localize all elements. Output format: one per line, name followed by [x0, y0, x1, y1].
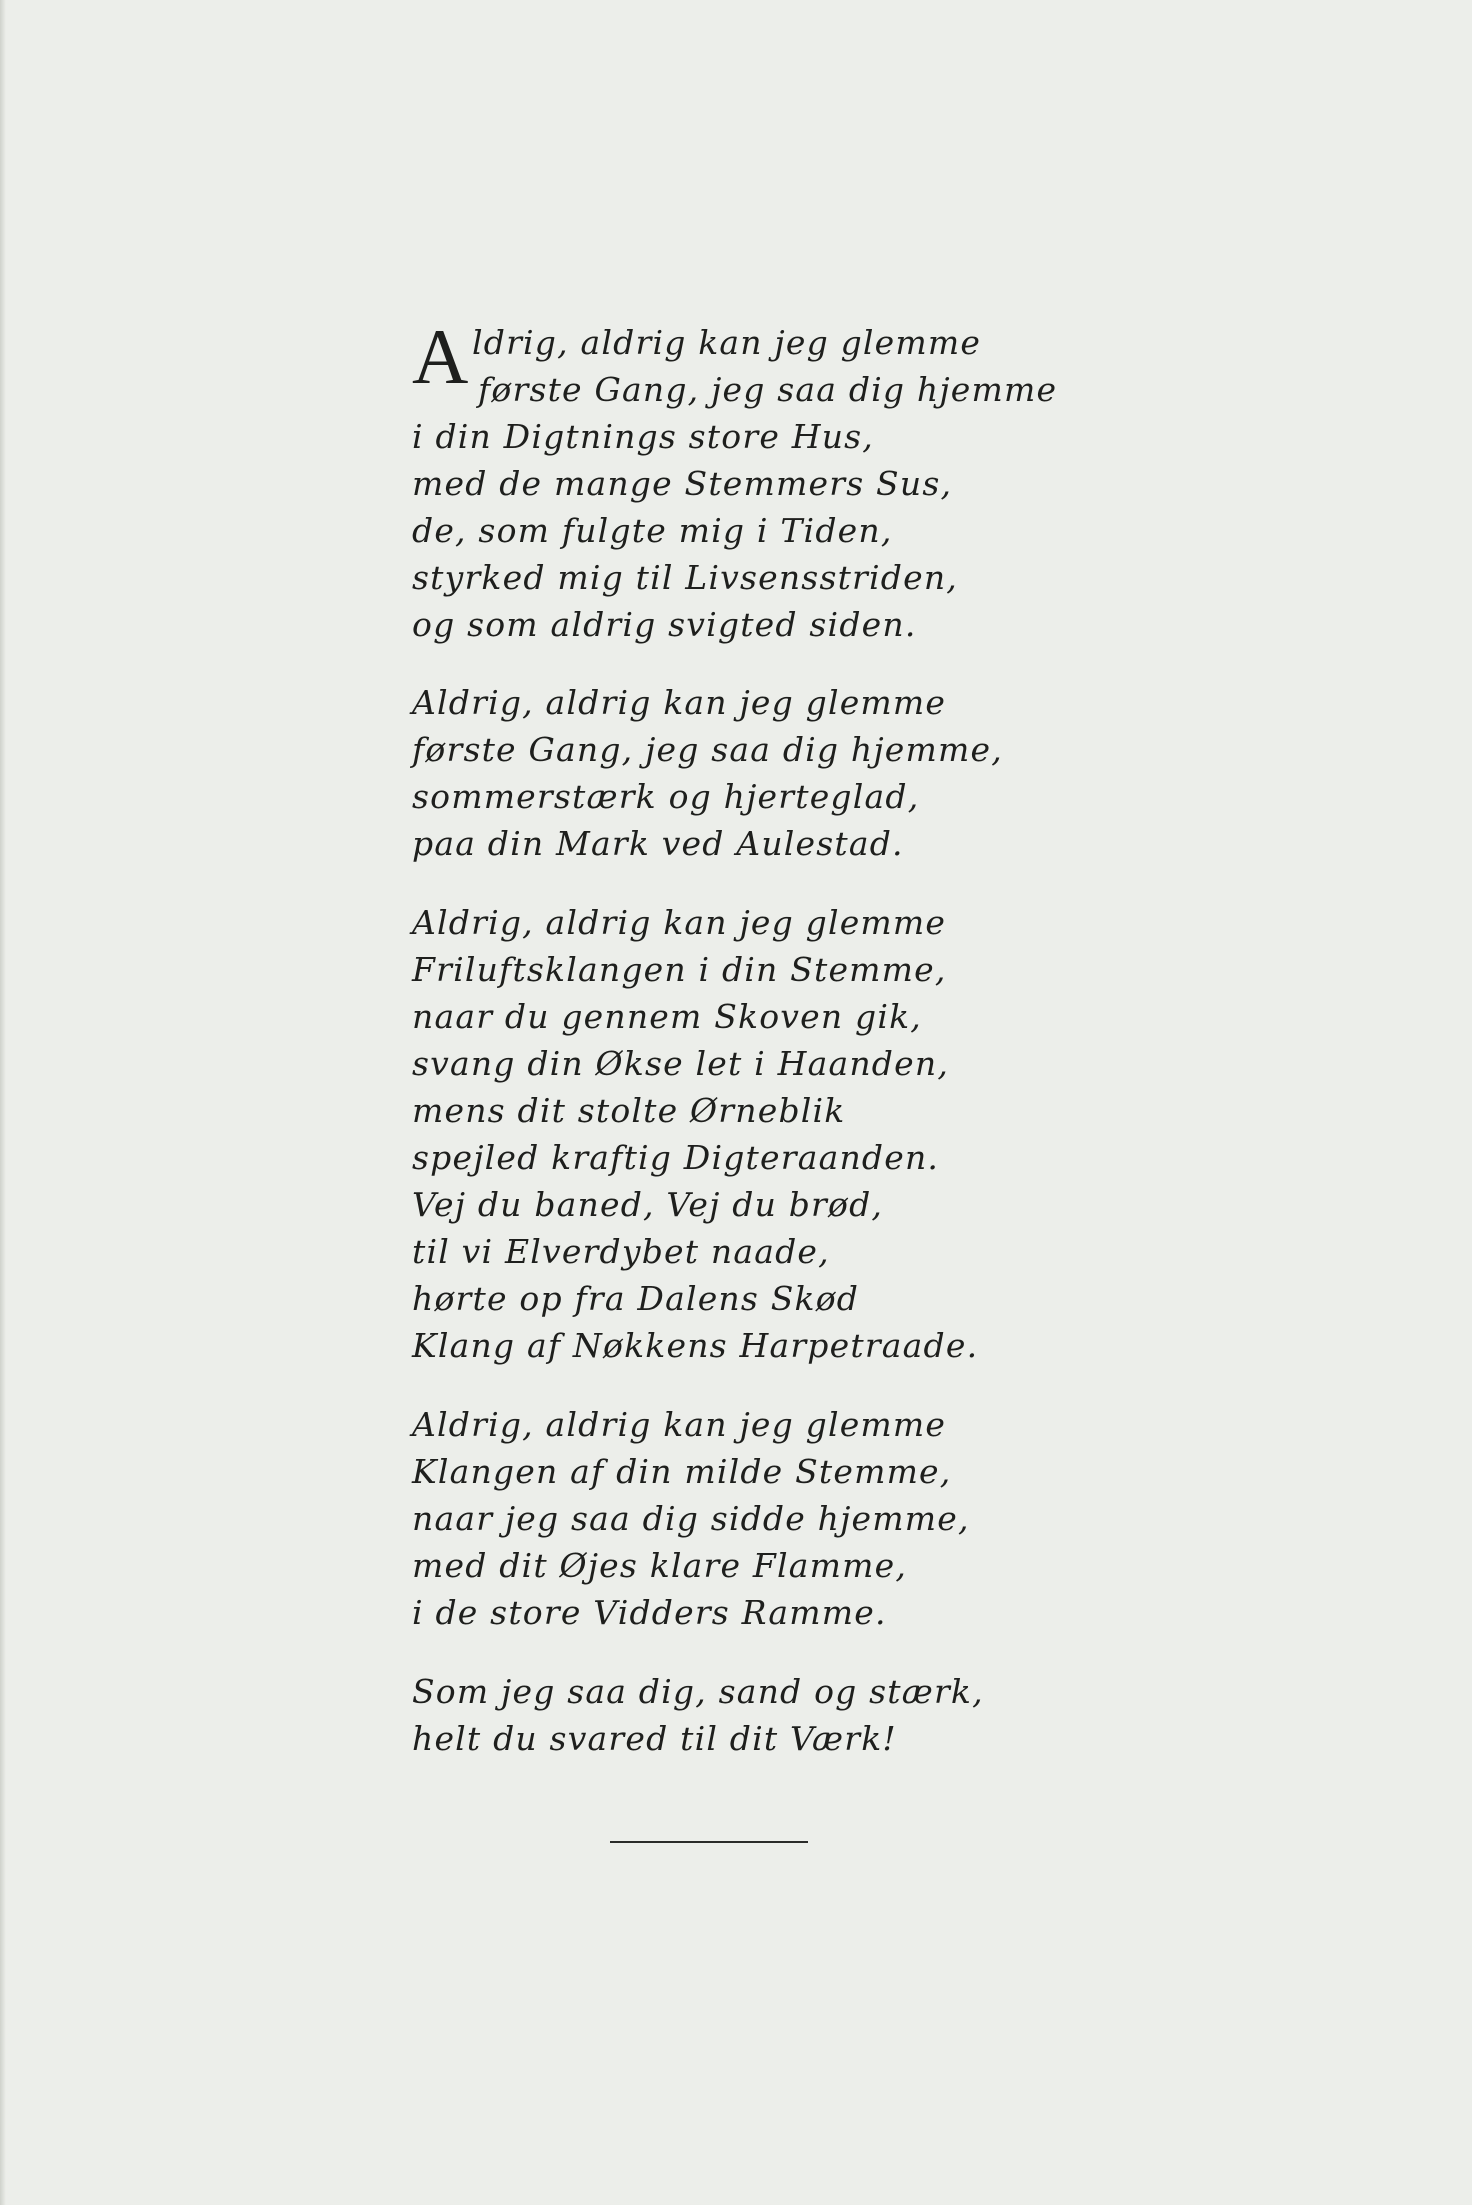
stanza-1-line-6: styrked mig til Livsensstriden,: [412, 558, 958, 597]
stanza-3-line-9: hørte op fra Dalens Skød: [412, 1279, 860, 1318]
stanza-3-line-7: Vej du baned, Vej du brød,: [412, 1185, 884, 1224]
stanza-2-line-1: Aldrig, aldrig kan jeg glemme: [412, 683, 947, 722]
stanza-1-line-2: første Gang, jeg saa dig hjemme: [478, 370, 1058, 409]
stanza-3-line-5: mens dit stolte Ørneblik: [412, 1091, 846, 1130]
page-edge-shadow: [0, 0, 6, 2205]
stanza-4-line-1: Aldrig, aldrig kan jeg glemme: [412, 1405, 947, 1444]
stanza-3-line-6: spejled kraftig Digteraanden.: [412, 1138, 940, 1177]
stanza-4-line-2: Klangen af din milde Stemme,: [412, 1452, 952, 1491]
closing-rule: [610, 1841, 808, 1843]
stanza-5-line-1: Som jeg saa dig, sand og stærk,: [412, 1672, 984, 1711]
stanza-5-line-2: helt du svared til dit Værk!: [412, 1719, 897, 1758]
stanza-1-line-1: ldrig, aldrig kan jeg glemme: [472, 323, 982, 362]
stanza-3-line-10: Klang af Nøkkens Harpetraade.: [412, 1326, 979, 1365]
stanza-3-line-8: til vi Elverdybet naade,: [412, 1232, 830, 1271]
stanza-3-line-3: naar du gennem Skoven gik,: [412, 997, 922, 1036]
stanza-3-line-4: svang din Økse let i Haanden,: [412, 1044, 950, 1083]
stanza-3-line-1: Aldrig, aldrig kan jeg glemme: [412, 903, 947, 942]
stanza-1-line-5: de, som fulgte mig i Tiden,: [412, 511, 893, 550]
stanza-2-line-3: sommerstærk og hjerteglad,: [412, 777, 920, 816]
stanza-4-line-5: i de store Vidders Ramme.: [412, 1593, 887, 1632]
stanza-1-line-3: i din Digtnings store Hus,: [412, 417, 874, 456]
drop-cap: A: [412, 313, 469, 400]
stanza-4-line-3: naar jeg saa dig sidde hjemme,: [412, 1499, 970, 1538]
stanza-2-line-4: paa din Mark ved Aulestad.: [412, 824, 904, 863]
stanza-1-line-4: med de mange Stemmers Sus,: [412, 464, 953, 503]
stanza-4-line-4: med dit Øjes klare Flamme,: [412, 1546, 908, 1585]
stanza-1-line-7: og som aldrig svigted siden.: [412, 605, 917, 644]
stanza-3-line-2: Friluftsklangen i din Stemme,: [412, 950, 947, 989]
stanza-2-line-2: første Gang, jeg saa dig hjemme,: [412, 730, 1003, 769]
